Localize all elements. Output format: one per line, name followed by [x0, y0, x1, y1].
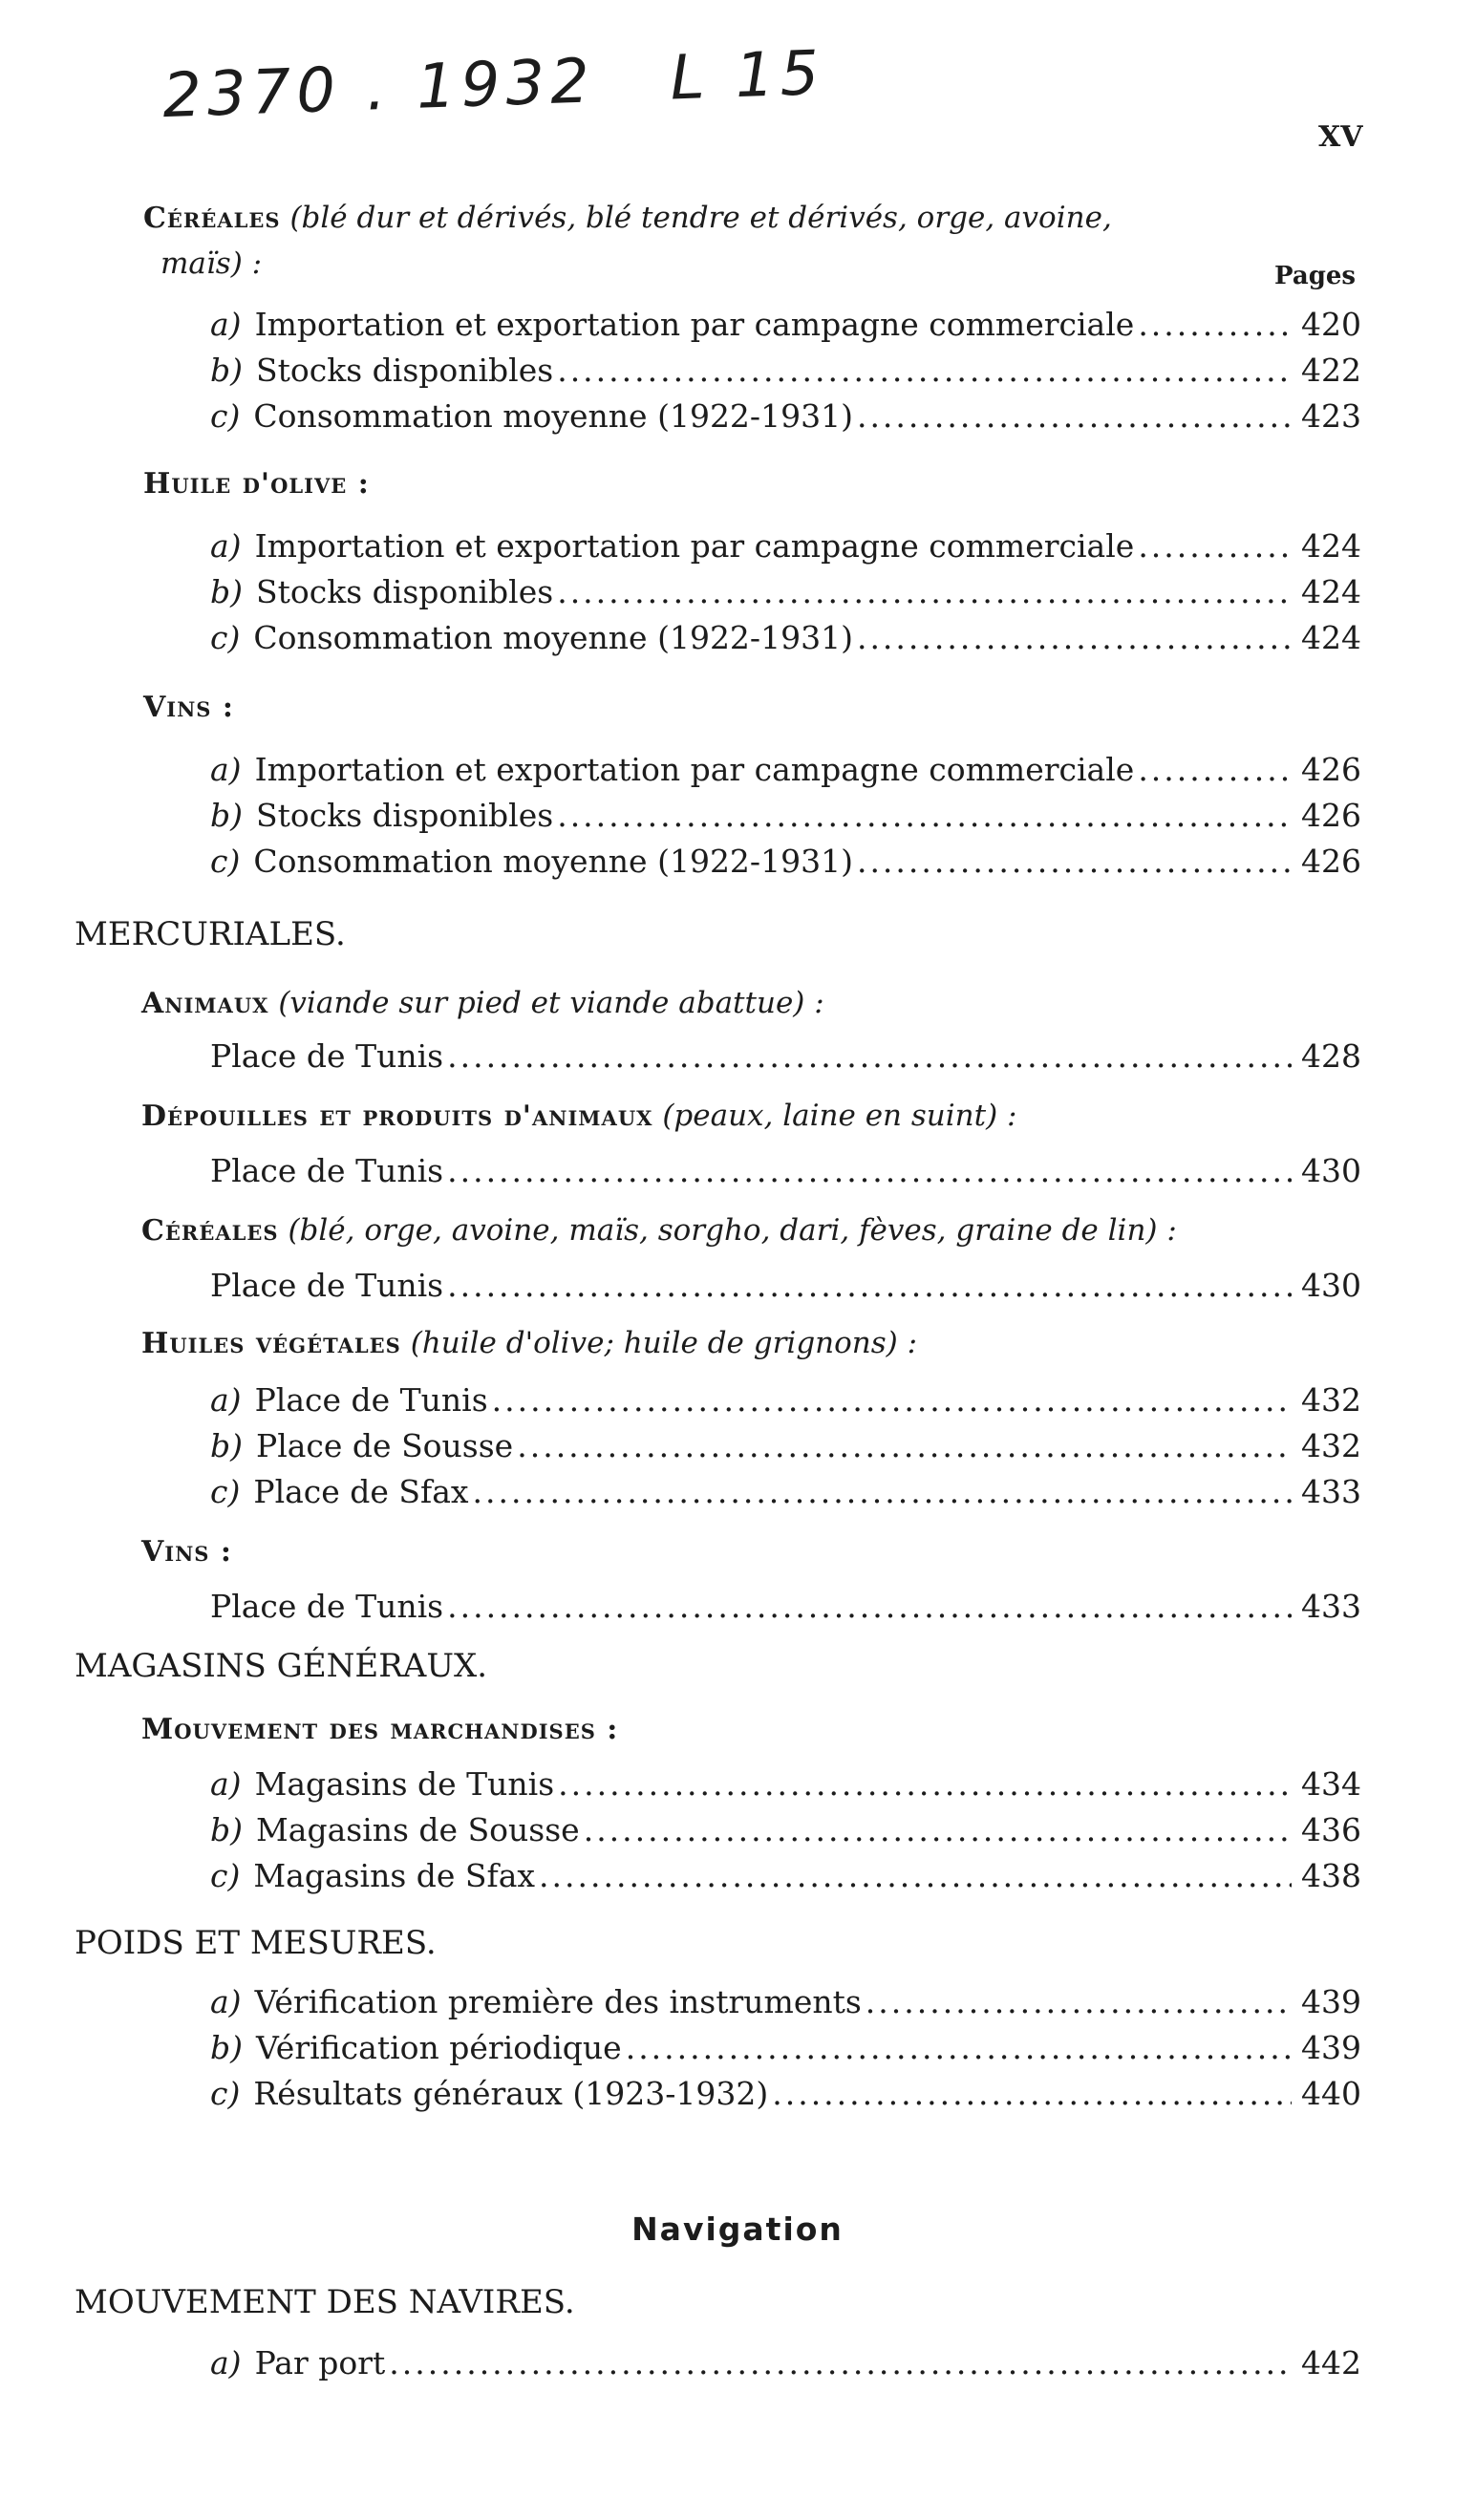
leader-dots	[626, 2029, 1292, 2066]
toc-entry[interactable]	[210, 1381, 1361, 1421]
leader-dots	[772, 2075, 1292, 2112]
toc-entry[interactable]	[210, 1037, 1361, 1078]
leader-dots	[584, 1811, 1292, 1848]
section-detail: (huile d'olive; huile de grignons) :	[410, 1326, 918, 1360]
entry-page: 423	[1301, 397, 1361, 435]
entry-label: c)	[210, 843, 241, 880]
leader-dots	[857, 619, 1292, 656]
entry-text: Importation et exportation par campagne commerciale	[254, 306, 1135, 343]
leader-dots	[447, 1152, 1292, 1189]
entry-text: Place de Tunis	[210, 1267, 444, 1304]
entry-page: 432	[1301, 1427, 1361, 1464]
entry-page: 430	[1301, 1152, 1361, 1189]
section-title: Vins :	[143, 691, 234, 724]
toc-entry[interactable]	[210, 1588, 1361, 1628]
leader-dots	[492, 1381, 1292, 1419]
entry-text: Résultats généraux (1923-1932)	[253, 2075, 769, 2112]
entry-text: Consommation moyenne (1922-1931)	[253, 843, 853, 880]
toc-entry[interactable]	[210, 573, 1361, 613]
toc-entry[interactable]	[210, 1152, 1361, 1192]
section-detail: (blé, orge, avoine, maïs, sorgho, dari, fèves, graine de lin) :	[288, 1213, 1177, 1248]
part-title-navigation: Navigation	[631, 2210, 844, 2248]
entry-text: Stocks disponibles	[256, 797, 554, 834]
section-detail: maïs) :	[160, 246, 263, 281]
entry-label: b)	[210, 573, 243, 610]
entry-page: 424	[1301, 527, 1361, 565]
entry-text: Place de Sousse	[256, 1427, 514, 1464]
leader-dots	[447, 1037, 1292, 1075]
entry-page: 424	[1301, 573, 1361, 610]
entry-text: Place de Tunis	[210, 1588, 444, 1625]
section-cereales-detail-cont	[160, 246, 262, 281]
entry-page: 424	[1301, 619, 1361, 656]
entry-page: 436	[1301, 1811, 1361, 1848]
entry-text: Place de Tunis	[210, 1037, 444, 1075]
handwritten-annotation: 2370 . 1932 L 15	[160, 37, 826, 133]
toc-entry[interactable]	[210, 1267, 1361, 1307]
entry-label: b)	[210, 2029, 243, 2066]
entry-page: 439	[1301, 2029, 1361, 2066]
section-title: Dépouilles et produits d'animaux	[141, 1100, 653, 1133]
entry-label: a)	[210, 306, 242, 343]
entry-text: Place de Tunis	[254, 1381, 488, 1419]
entry-label: b)	[210, 352, 243, 389]
toc-entry[interactable]	[210, 2344, 1361, 2384]
entry-text: Place de Sfax	[253, 1473, 469, 1510]
toc-entry[interactable]	[210, 397, 1361, 438]
entry-text: Vérification première des instruments	[254, 1983, 862, 2020]
section-title: Huile d'olive :	[143, 467, 370, 501]
toc-entry[interactable]	[210, 1473, 1361, 1513]
toc-entry[interactable]	[210, 306, 1361, 346]
section-cereales	[143, 201, 1112, 235]
entry-label: c)	[210, 1857, 241, 1894]
chapter-mercuriales: MERCURIALES.	[75, 915, 346, 953]
toc-entry[interactable]	[210, 1765, 1361, 1805]
leader-dots	[557, 573, 1292, 610]
chapter-mouvement-navires: MOUVEMENT DES NAVIRES.	[75, 2283, 575, 2321]
toc-entry[interactable]	[210, 1811, 1361, 1851]
section-mouvement-marchandises	[141, 1712, 618, 1746]
chapter-poids-mesures: POIDS ET MESURES.	[75, 1924, 437, 1962]
entry-text: Place de Tunis	[210, 1152, 444, 1189]
entry-text: Importation et exportation par campagne commerciale	[254, 751, 1135, 788]
chapter-magasins-generaux: MAGASINS GÉNÉRAUX.	[75, 1647, 488, 1685]
entry-label: c)	[210, 619, 241, 656]
entry-page: 428	[1301, 1037, 1361, 1075]
leader-dots	[866, 1983, 1292, 2020]
leader-dots	[447, 1267, 1292, 1304]
entry-page: 433	[1301, 1588, 1361, 1625]
entry-text: Par port	[254, 2344, 386, 2381]
section-vins-mercuriales	[141, 1534, 232, 1569]
entry-text: Magasins de Sfax	[253, 1857, 536, 1894]
entry-page: 434	[1301, 1765, 1361, 1803]
entry-label: b)	[210, 1427, 243, 1464]
entry-page: 440	[1301, 2075, 1361, 2112]
entry-page: 442	[1301, 2344, 1361, 2381]
leader-dots	[558, 1765, 1292, 1803]
entry-text: Importation et exportation par campagne commerciale	[254, 527, 1135, 565]
entry-label: a)	[210, 527, 242, 565]
leader-dots	[1138, 751, 1292, 788]
toc-entry[interactable]	[210, 619, 1361, 659]
toc-entry[interactable]	[210, 2075, 1361, 2115]
entry-text: Consommation moyenne (1922-1931)	[253, 619, 853, 656]
section-title: Céréales	[141, 1214, 279, 1248]
section-depouilles	[141, 1099, 1016, 1133]
section-animaux	[141, 986, 824, 1020]
leader-dots	[857, 397, 1292, 435]
leader-dots	[539, 1857, 1292, 1894]
entry-text: Magasins de Tunis	[254, 1765, 555, 1803]
entry-label: c)	[210, 1473, 241, 1510]
section-title: Mouvement des marchandises :	[141, 1713, 619, 1746]
leader-dots	[389, 2344, 1292, 2381]
entry-label: a)	[210, 751, 242, 788]
entry-page: 439	[1301, 1983, 1361, 2020]
pages-column-header: Pages	[1274, 262, 1357, 290]
toc-entry[interactable]	[210, 527, 1361, 567]
section-title: Animaux	[141, 987, 269, 1020]
entry-page: 422	[1301, 352, 1361, 389]
entry-page: 433	[1301, 1473, 1361, 1510]
toc-entry[interactable]	[210, 751, 1361, 791]
entry-page: 430	[1301, 1267, 1361, 1304]
section-title: Huiles végétales	[141, 1327, 401, 1360]
entry-label: c)	[210, 397, 241, 435]
entry-page: 426	[1301, 843, 1361, 880]
leader-dots	[517, 1427, 1292, 1464]
section-huiles-vegetales	[141, 1326, 917, 1360]
entry-label: a)	[210, 1765, 242, 1803]
entry-label: b)	[210, 797, 243, 834]
leader-dots	[857, 843, 1292, 880]
entry-label: c)	[210, 2075, 241, 2112]
section-detail: (viande sur pied et viande abattue) :	[278, 986, 824, 1020]
entry-page: 426	[1301, 751, 1361, 788]
toc-entry[interactable]	[210, 797, 1361, 837]
entry-text: Vérification périodique	[256, 2029, 622, 2066]
leader-dots	[473, 1473, 1292, 1510]
entry-page: 420	[1301, 306, 1361, 343]
leader-dots	[1138, 527, 1292, 565]
leader-dots	[447, 1588, 1292, 1625]
entry-label: b)	[210, 1811, 243, 1848]
entry-label: a)	[210, 1381, 242, 1419]
entry-page: 426	[1301, 797, 1361, 834]
section-huile-olive	[143, 466, 370, 501]
section-title: Vins :	[141, 1535, 232, 1569]
toc-entry[interactable]	[210, 1857, 1361, 1897]
section-vins	[143, 690, 234, 724]
section-detail: (peaux, laine en suint) :	[662, 1099, 1017, 1133]
entry-label: a)	[210, 2344, 242, 2381]
leader-dots	[557, 797, 1292, 834]
entry-text: Stocks disponibles	[256, 352, 554, 389]
leader-dots	[1138, 306, 1292, 343]
toc-entry[interactable]	[210, 352, 1361, 392]
section-title: Céréales	[143, 202, 281, 235]
section-cereales-mercuriales	[141, 1213, 1177, 1248]
entry-text: Magasins de Sousse	[256, 1811, 580, 1848]
entry-text: Consommation moyenne (1922-1931)	[253, 397, 853, 435]
entry-label: a)	[210, 1983, 242, 2020]
page-number: XV	[1318, 120, 1363, 154]
toc-entry[interactable]	[210, 843, 1361, 883]
section-detail: (blé dur et dérivés, blé tendre et dérivés, orge, avoine,	[289, 201, 1112, 235]
entry-page: 438	[1301, 1857, 1361, 1894]
entry-text: Stocks disponibles	[256, 573, 554, 610]
entry-page: 432	[1301, 1381, 1361, 1419]
toc-entry[interactable]	[210, 1427, 1361, 1467]
toc-entry[interactable]	[210, 1983, 1361, 2023]
leader-dots	[557, 352, 1292, 389]
toc-entry[interactable]	[210, 2029, 1361, 2069]
